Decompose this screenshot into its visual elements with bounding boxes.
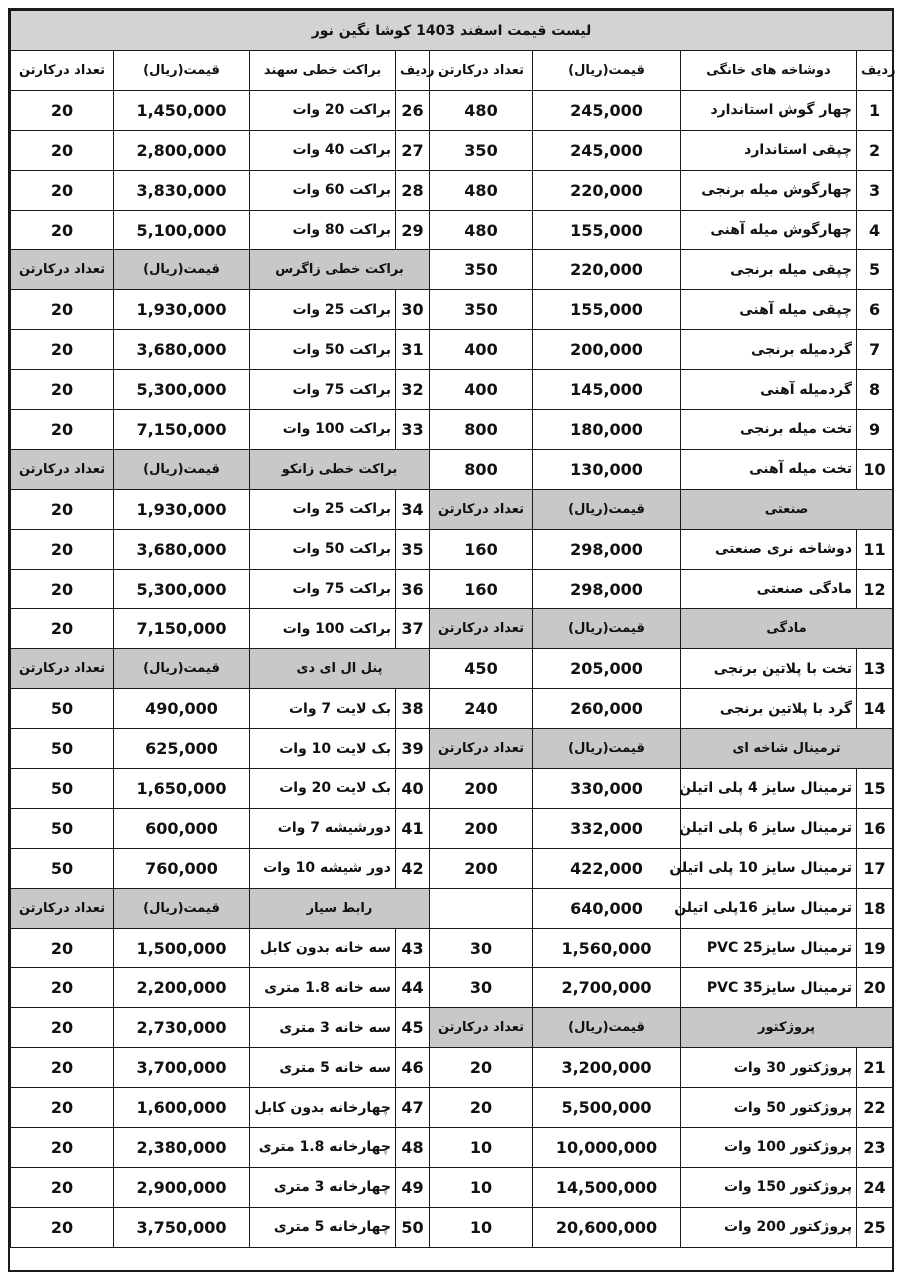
carton-qty-cell: 50 xyxy=(11,848,114,888)
carton-qty-cell: 20 xyxy=(11,130,114,170)
section-header-cell: قیمت(ریال) xyxy=(114,250,250,290)
product-name-cell: سه خانه 5 متری xyxy=(250,1048,396,1088)
carton-qty-cell: 20 xyxy=(11,1088,114,1128)
row-number-cell: 2 xyxy=(857,130,893,170)
table-row xyxy=(11,769,893,809)
product-name-cell: تخت میله برنجی xyxy=(681,410,857,450)
table-row xyxy=(11,569,893,609)
product-name-cell: براکت 80 وات xyxy=(250,210,396,250)
product-name-cell: براکت 50 وات xyxy=(250,529,396,569)
product-name-cell: براکت 100 وات xyxy=(250,410,396,450)
section-title: مادگی xyxy=(681,609,893,649)
row-number-cell: 44 xyxy=(396,968,430,1008)
section-header-cell: تعداد درکارتن xyxy=(430,1008,533,1048)
section-header-cell: تعداد درکارتن xyxy=(430,489,533,529)
column-header: ردیف xyxy=(396,51,430,91)
table-row xyxy=(11,848,893,888)
price-table xyxy=(10,10,896,1248)
price-list-sheet xyxy=(8,8,894,1272)
table-row xyxy=(11,130,893,170)
table-row xyxy=(11,489,893,529)
row-number-cell: 1 xyxy=(857,90,893,130)
price-cell: 1,930,000 xyxy=(114,290,250,330)
price-cell: 2,200,000 xyxy=(114,968,250,1008)
row-number-cell: 33 xyxy=(396,410,430,450)
table-row xyxy=(11,928,893,968)
row-number-cell: 35 xyxy=(396,529,430,569)
carton-qty-cell: 20 xyxy=(430,1088,533,1128)
price-cell: 220,000 xyxy=(533,170,681,210)
price-cell: 760,000 xyxy=(114,848,250,888)
price-table-body xyxy=(11,11,896,1248)
table-row xyxy=(11,330,893,370)
product-name-cell: بک لایت 20 وات xyxy=(250,769,396,809)
product-name-cell: براکت 50 وات xyxy=(250,330,396,370)
table-row xyxy=(11,1088,893,1128)
row-number-cell: 49 xyxy=(396,1167,430,1207)
table-row xyxy=(11,410,893,450)
title-row xyxy=(11,11,893,51)
product-name-cell: چهارگوش میله برنجی xyxy=(681,170,857,210)
carton-qty-cell: 350 xyxy=(430,290,533,330)
carton-qty-cell: 450 xyxy=(430,649,533,689)
row-number-cell: 3 xyxy=(857,170,893,210)
carton-qty-cell: 480 xyxy=(430,170,533,210)
row-number-cell: 22 xyxy=(857,1088,893,1128)
price-cell: 2,730,000 xyxy=(114,1008,250,1048)
price-cell: 2,900,000 xyxy=(114,1167,250,1207)
price-cell: 1,560,000 xyxy=(533,928,681,968)
table-row xyxy=(11,529,893,569)
table-row xyxy=(11,808,893,848)
price-cell: 180,000 xyxy=(533,410,681,450)
column-header: براکت خطی سهند xyxy=(250,51,396,91)
price-cell: 5,500,000 xyxy=(533,1088,681,1128)
price-cell: 640,000 xyxy=(533,888,681,928)
page-title: لیست قیمت اسفند 1403 کوشا نگین نور xyxy=(11,11,893,51)
table-row xyxy=(11,1207,893,1247)
price-cell: 298,000 xyxy=(533,529,681,569)
carton-qty-cell: 30 xyxy=(430,928,533,968)
row-number-cell: 8 xyxy=(857,370,893,410)
product-name-cell: براکت 25 وات xyxy=(250,290,396,330)
section-header-cell: تعداد درکارتن xyxy=(11,250,114,290)
section-header-cell: قیمت(ریال) xyxy=(114,449,250,489)
price-cell: 3,750,000 xyxy=(114,1207,250,1247)
carton-qty-cell: 350 xyxy=(430,250,533,290)
price-cell: 220,000 xyxy=(533,250,681,290)
carton-qty-cell: 20 xyxy=(11,569,114,609)
row-number-cell: 45 xyxy=(396,1008,430,1048)
carton-qty-cell: 20 xyxy=(11,529,114,569)
product-name-cell: بک لایت 10 وات xyxy=(250,729,396,769)
column-header: قیمت(ریال) xyxy=(114,51,250,91)
row-number-cell: 17 xyxy=(857,848,893,888)
price-cell: 5,300,000 xyxy=(114,569,250,609)
section-header-cell: قیمت(ریال) xyxy=(533,609,681,649)
row-number-cell: 43 xyxy=(396,928,430,968)
price-cell: 3,200,000 xyxy=(533,1048,681,1088)
table-row xyxy=(11,689,893,729)
section-header-cell: قیمت(ریال) xyxy=(533,729,681,769)
price-cell: 1,500,000 xyxy=(114,928,250,968)
price-cell: 3,700,000 xyxy=(114,1048,250,1088)
carton-qty-cell: 200 xyxy=(430,808,533,848)
product-name-cell: براکت 20 وات xyxy=(250,90,396,130)
price-cell: 7,150,000 xyxy=(114,410,250,450)
price-cell: 155,000 xyxy=(533,290,681,330)
table-row xyxy=(11,210,893,250)
table-row xyxy=(11,370,893,410)
row-number-cell: 32 xyxy=(396,370,430,410)
product-name-cell: بک لایت 7 وات xyxy=(250,689,396,729)
price-cell: 330,000 xyxy=(533,769,681,809)
price-cell: 200,000 xyxy=(533,330,681,370)
price-cell: 490,000 xyxy=(114,689,250,729)
product-name-cell: چپقی میله آهنی xyxy=(681,290,857,330)
product-name-cell: چپقی استاندارد xyxy=(681,130,857,170)
product-name-cell: براکت 75 وات xyxy=(250,569,396,609)
product-name-cell: تخت میله آهنی xyxy=(681,449,857,489)
row-number-cell: 50 xyxy=(396,1207,430,1247)
row-number-cell: 13 xyxy=(857,649,893,689)
price-cell: 2,380,000 xyxy=(114,1128,250,1168)
price-cell: 205,000 xyxy=(533,649,681,689)
product-name-cell: پروژکتور 50 وات xyxy=(681,1088,857,1128)
row-number-cell: 5 xyxy=(857,250,893,290)
row-number-cell: 36 xyxy=(396,569,430,609)
product-name-cell: پروژکتور 150 وات xyxy=(681,1167,857,1207)
section-header-cell: قیمت(ریال) xyxy=(114,649,250,689)
price-cell: 130,000 xyxy=(533,449,681,489)
carton-qty-cell: 20 xyxy=(430,1048,533,1088)
price-cell: 260,000 xyxy=(533,689,681,729)
row-number-cell: 18 xyxy=(857,888,893,928)
price-cell: 3,680,000 xyxy=(114,529,250,569)
carton-qty-cell: 20 xyxy=(11,1128,114,1168)
row-number-cell: 7 xyxy=(857,330,893,370)
product-name-cell: گردمیله آهنی xyxy=(681,370,857,410)
price-cell: 5,300,000 xyxy=(114,370,250,410)
carton-qty-cell: 20 xyxy=(11,1207,114,1247)
header-row xyxy=(11,51,893,91)
table-row xyxy=(11,609,893,649)
row-number-cell: 46 xyxy=(396,1048,430,1088)
carton-qty-cell: 50 xyxy=(11,689,114,729)
product-name-cell: چهار گوش استاندارد xyxy=(681,90,857,130)
table-row xyxy=(11,729,893,769)
product-name-cell: براکت 25 وات xyxy=(250,489,396,529)
carton-qty-cell: 480 xyxy=(430,90,533,130)
carton-qty-cell: 50 xyxy=(11,769,114,809)
price-cell: 10,000,000 xyxy=(533,1128,681,1168)
carton-qty-cell: 20 xyxy=(11,170,114,210)
row-number-cell: 6 xyxy=(857,290,893,330)
carton-qty-cell: 20 xyxy=(11,489,114,529)
product-name-cell: ترمینال سایز 6 پلی اتیلن xyxy=(681,808,857,848)
table-row xyxy=(11,290,893,330)
carton-qty-cell: 800 xyxy=(430,410,533,450)
row-number-cell: 41 xyxy=(396,808,430,848)
product-name-cell: پروژکتور 30 وات xyxy=(681,1048,857,1088)
carton-qty-cell: 160 xyxy=(430,569,533,609)
row-number-cell: 26 xyxy=(396,90,430,130)
product-name-cell: چهارخانه 3 متری xyxy=(250,1167,396,1207)
row-number-cell: 47 xyxy=(396,1088,430,1128)
price-cell: 14,500,000 xyxy=(533,1167,681,1207)
price-cell: 600,000 xyxy=(114,808,250,848)
price-cell: 1,650,000 xyxy=(114,769,250,809)
carton-qty-cell: 20 xyxy=(11,928,114,968)
carton-qty-cell: 200 xyxy=(430,848,533,888)
row-number-cell: 25 xyxy=(857,1207,893,1247)
product-name-cell: چهارگوش میله آهنی xyxy=(681,210,857,250)
price-cell: 245,000 xyxy=(533,130,681,170)
table-row xyxy=(11,250,893,290)
price-cell: 332,000 xyxy=(533,808,681,848)
row-number-cell: 16 xyxy=(857,808,893,848)
carton-qty-cell: 350 xyxy=(430,130,533,170)
price-cell: 2,800,000 xyxy=(114,130,250,170)
product-name-cell: براکت 75 وات xyxy=(250,370,396,410)
carton-qty-cell: 10 xyxy=(430,1207,533,1247)
table-row xyxy=(11,1048,893,1088)
price-cell: 1,600,000 xyxy=(114,1088,250,1128)
carton-qty-cell: 20 xyxy=(11,410,114,450)
section-title: براکت خطی زاگرس xyxy=(250,250,430,290)
section-title: ترمینال شاخه ای xyxy=(681,729,893,769)
carton-qty-cell: 200 xyxy=(430,769,533,809)
row-number-cell: 4 xyxy=(857,210,893,250)
carton-qty-cell xyxy=(430,888,533,928)
product-name-cell: براکت 40 وات xyxy=(250,130,396,170)
carton-qty-cell: 400 xyxy=(430,370,533,410)
row-number-cell: 34 xyxy=(396,489,430,529)
row-number-cell: 21 xyxy=(857,1048,893,1088)
row-number-cell: 37 xyxy=(396,609,430,649)
price-cell: 625,000 xyxy=(114,729,250,769)
price-cell: 5,100,000 xyxy=(114,210,250,250)
product-name-cell: ترمینال سایز 4 پلی اتیلن xyxy=(681,769,857,809)
row-number-cell: 14 xyxy=(857,689,893,729)
carton-qty-cell: 50 xyxy=(11,808,114,848)
product-name-cell: دورشیشه 7 وات xyxy=(250,808,396,848)
table-row xyxy=(11,170,893,210)
column-header: تعداد درکارتن xyxy=(430,51,533,91)
carton-qty-cell: 10 xyxy=(430,1128,533,1168)
carton-qty-cell: 160 xyxy=(430,529,533,569)
table-row xyxy=(11,90,893,130)
section-title: صنعتی xyxy=(681,489,893,529)
section-header-cell: تعداد درکارتن xyxy=(11,449,114,489)
row-number-cell: 11 xyxy=(857,529,893,569)
column-header: تعداد درکارتن xyxy=(11,51,114,91)
row-number-cell: 42 xyxy=(396,848,430,888)
carton-qty-cell: 10 xyxy=(430,1167,533,1207)
row-number-cell: 28 xyxy=(396,170,430,210)
price-cell: 422,000 xyxy=(533,848,681,888)
price-cell: 155,000 xyxy=(533,210,681,250)
row-number-cell: 15 xyxy=(857,769,893,809)
product-name-cell: سه خانه 1.8 متری xyxy=(250,968,396,1008)
row-number-cell: 27 xyxy=(396,130,430,170)
table-row xyxy=(11,649,893,689)
table-row xyxy=(11,1128,893,1168)
price-cell: 3,680,000 xyxy=(114,330,250,370)
price-cell: 7,150,000 xyxy=(114,609,250,649)
product-name-cell: پروژکتور 100 وات xyxy=(681,1128,857,1168)
product-name-cell: براکت 60 وات xyxy=(250,170,396,210)
row-number-cell: 30 xyxy=(396,290,430,330)
row-number-cell: 40 xyxy=(396,769,430,809)
section-header-cell: تعداد درکارتن xyxy=(11,649,114,689)
row-number-cell: 12 xyxy=(857,569,893,609)
carton-qty-cell: 400 xyxy=(430,330,533,370)
column-header: دوشاخه های خانگی xyxy=(681,51,857,91)
product-name-cell: چهارخانه 5 متری xyxy=(250,1207,396,1247)
row-number-cell: 10 xyxy=(857,449,893,489)
row-number-cell: 20 xyxy=(857,968,893,1008)
product-name-cell: گردمیله برنجی xyxy=(681,330,857,370)
price-cell: 1,930,000 xyxy=(114,489,250,529)
carton-qty-cell: 20 xyxy=(11,1167,114,1207)
table-row xyxy=(11,449,893,489)
row-number-cell: 39 xyxy=(396,729,430,769)
section-title: براکت خطی زانکو xyxy=(250,449,430,489)
row-number-cell: 29 xyxy=(396,210,430,250)
carton-qty-cell: 480 xyxy=(430,210,533,250)
product-name-cell: سه خانه 3 متری xyxy=(250,1008,396,1048)
row-number-cell: 9 xyxy=(857,410,893,450)
product-name-cell: سه خانه بدون کابل xyxy=(250,928,396,968)
section-title: رابط سیار xyxy=(250,888,430,928)
product-name-cell: چپقی میله برنجی xyxy=(681,250,857,290)
product-name-cell: پروژکتور 200 وات xyxy=(681,1207,857,1247)
carton-qty-cell: 20 xyxy=(11,210,114,250)
section-header-cell: تعداد درکارتن xyxy=(430,729,533,769)
section-header-cell: تعداد درکارتن xyxy=(430,609,533,649)
table-row xyxy=(11,968,893,1008)
product-name-cell: ترمینال سایز 16پلی اتیلن xyxy=(681,888,857,928)
price-cell: 20,600,000 xyxy=(533,1207,681,1247)
carton-qty-cell: 30 xyxy=(430,968,533,1008)
price-cell: 3,830,000 xyxy=(114,170,250,210)
product-name-cell: مادگی صنعتی xyxy=(681,569,857,609)
table-row xyxy=(11,1008,893,1048)
product-name-cell: چهارخانه بدون کابل xyxy=(250,1088,396,1128)
price-cell: 245,000 xyxy=(533,90,681,130)
carton-qty-cell: 20 xyxy=(11,90,114,130)
section-header-cell: قیمت(ریال) xyxy=(533,1008,681,1048)
product-name-cell: چهارخانه 1.8 متری xyxy=(250,1128,396,1168)
product-name-cell: ترمینال سایز 10 پلی اتیلن xyxy=(681,848,857,888)
carton-qty-cell: 800 xyxy=(430,449,533,489)
product-name-cell: دور شیشه 10 وات xyxy=(250,848,396,888)
section-header-cell: قیمت(ریال) xyxy=(114,888,250,928)
carton-qty-cell: 20 xyxy=(11,609,114,649)
carton-qty-cell: 20 xyxy=(11,1008,114,1048)
table-row xyxy=(11,888,893,928)
carton-qty-cell: 20 xyxy=(11,330,114,370)
price-cell: 298,000 xyxy=(533,569,681,609)
section-header-cell: تعداد درکارتن xyxy=(11,888,114,928)
product-name-cell: براکت 100 وات xyxy=(250,609,396,649)
carton-qty-cell: 240 xyxy=(430,689,533,729)
column-header: قیمت(ریال) xyxy=(533,51,681,91)
row-number-cell: 31 xyxy=(396,330,430,370)
row-number-cell: 48 xyxy=(396,1128,430,1168)
table-row xyxy=(11,1167,893,1207)
column-header: ردیف xyxy=(857,51,893,91)
section-title: پروژکتور xyxy=(681,1008,893,1048)
product-name-cell: ترمینال سایز25 PVC xyxy=(681,928,857,968)
product-name-cell: گرد با پلاتین برنجی xyxy=(681,689,857,729)
price-cell: 1,450,000 xyxy=(114,90,250,130)
price-cell: 2,700,000 xyxy=(533,968,681,1008)
product-name-cell: دوشاخه نری صنعتی xyxy=(681,529,857,569)
carton-qty-cell: 50 xyxy=(11,729,114,769)
row-number-cell: 38 xyxy=(396,689,430,729)
carton-qty-cell: 20 xyxy=(11,370,114,410)
product-name-cell: تخت با پلاتین برنجی xyxy=(681,649,857,689)
section-title: پنل ال ای دی xyxy=(250,649,430,689)
section-header-cell: قیمت(ریال) xyxy=(533,489,681,529)
price-cell: 145,000 xyxy=(533,370,681,410)
row-number-cell: 23 xyxy=(857,1128,893,1168)
product-name-cell: ترمینال سایز35 PVC xyxy=(681,968,857,1008)
carton-qty-cell: 20 xyxy=(11,968,114,1008)
row-number-cell: 19 xyxy=(857,928,893,968)
carton-qty-cell: 20 xyxy=(11,290,114,330)
carton-qty-cell: 20 xyxy=(11,1048,114,1088)
row-number-cell: 24 xyxy=(857,1167,893,1207)
